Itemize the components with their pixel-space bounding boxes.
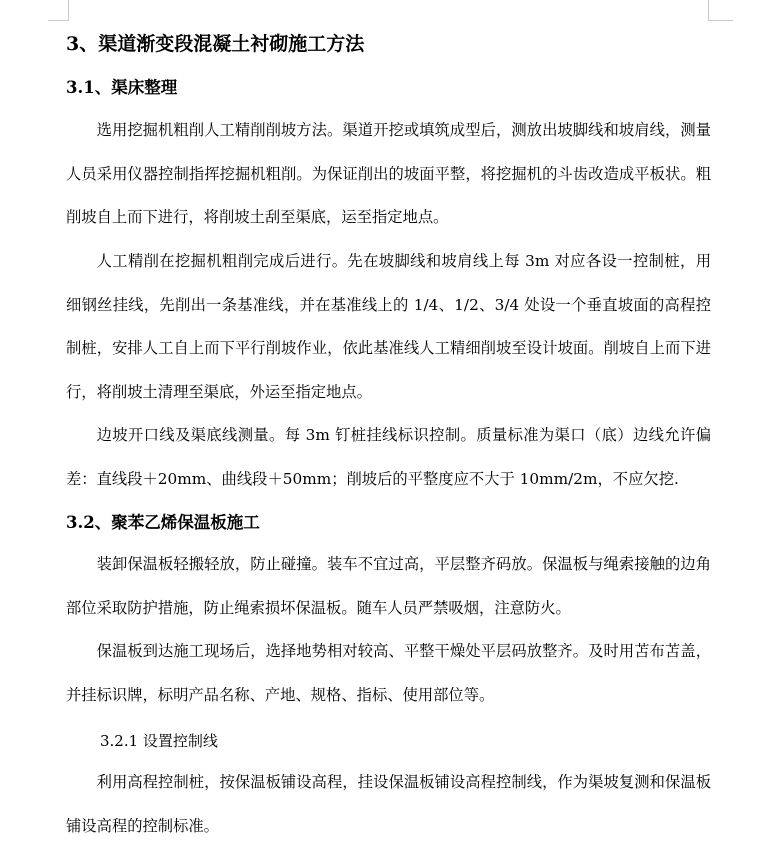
paragraph-5: 保温板到达施工现场后，选择地势相对较高、平整干燥处平层码放整齐。及时用苫布苫盖，并挂标识牌，标明产品名称、产地、规格、指标、使用部位等。	[66, 642, 711, 704]
page-corner-mark-left	[48, 0, 69, 21]
subsection-1-title: 3.1、渠床整理	[66, 78, 178, 97]
subsubsection-title: 3.2.1 设置控制线	[100, 732, 218, 750]
paragraph-3: 边坡开口线及渠底线测量。每 3m 钉桩挂线标识控制。质量标准为渠口（底）边线允许偏差：直线段＋20mm、曲线段＋50mm；削坡后的平整度应不大于 10mm/2m，不应欠挖.	[66, 426, 711, 488]
paragraph-1: 选用挖掘机粗削人工精削削坡方法。渠道开挖或填筑成型后，测放出坡脚线和坡肩线，测量人员采用仪器控制指挥挖掘机粗削。为保证削出的坡面平整，将挖掘机的斗齿改造成平板状。粗削坡自上而下进行，将削坡土刮至渠底，运至指定地点。	[66, 121, 711, 226]
subsection-2-title: 3.2、聚苯乙烯保温板施工	[66, 513, 260, 532]
paragraph-6: 利用高程控制桩，按保温板铺设高程，挂设保温板铺设高程控制线，作为渠坡复测和保温板铺设高程的控制标准。	[66, 773, 711, 835]
paragraph-2: 人工精削在挖掘机粗削完成后进行。先在坡脚线和坡肩线上每 3m 对应各设一控制桩，用细钢丝挂线，先削出一条基准线，并在基准线上的 1/4、1/2、3/4 处设一个垂直坡面的高程控制桩，安排人工自上而下平行削坡作业，依此基准线人工精细削坡至设计坡面。削坡自上而下进行，将削坡土清理至渠底，外运至指定地点。	[66, 252, 711, 401]
paragraph-4: 装卸保温板轻搬轻放，防止碰撞。装车不宜过高，平层整齐码放。保温板与绳索接触的边角部位采取防护措施，防止绳索损坏保温板。随车人员严禁吸烟，注意防火。	[66, 555, 711, 617]
page-corner-mark-right	[708, 0, 733, 21]
section-title: 3、渠道渐变段混凝土衬砌施工方法	[66, 33, 365, 55]
